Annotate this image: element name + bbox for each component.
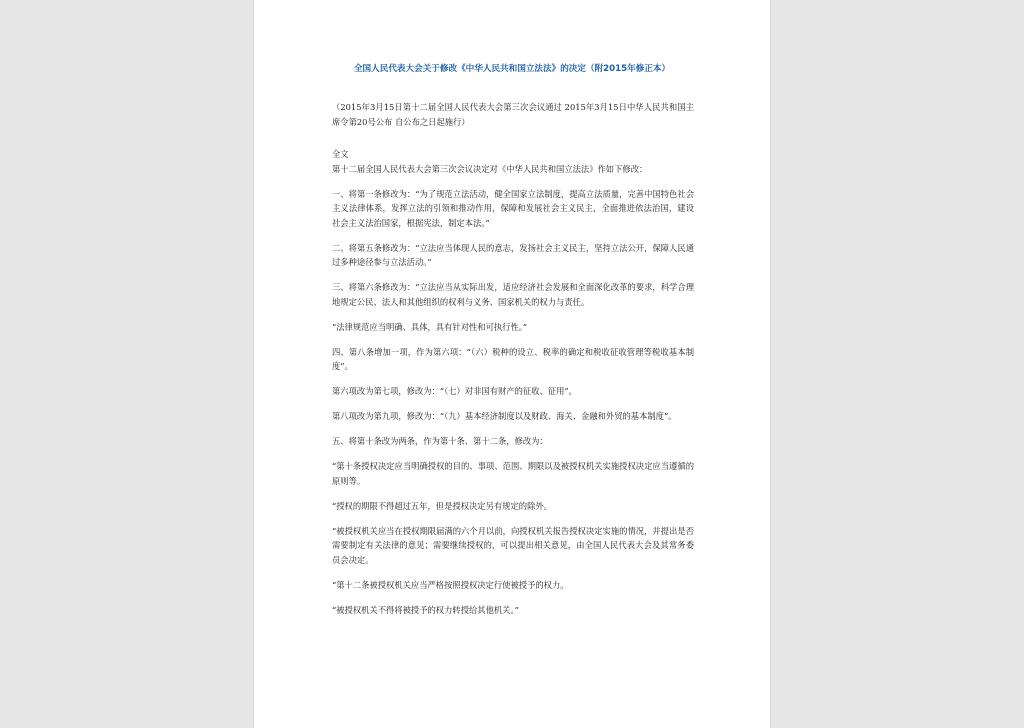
section-heading: 全文 xyxy=(332,149,349,159)
paragraph: 第六项改为第七项，修改为：“（七）对非国有财产的征收、征用”。 xyxy=(332,386,577,396)
paragraph: 二、将第五条修改为：“立法应当体现人民的意志，发扬社会主义民主，坚持立法公开，保障人民通过多种途径参与立法活动。” xyxy=(332,242,694,267)
paragraph: 三、将第六条修改为：“立法应当从实际出发，适应经济社会发展和全面深化改革的要求，科学合理地规定公民、法人和其他组织的权利与义务、国家机关的权力与责任。 xyxy=(332,282,694,307)
preface: （2015年3月15日第十二届全国人民代表大会第三次会议通过 2015年3月15日中华人民共和国主席令第20号公布 自公布之日起施行） xyxy=(332,102,694,127)
paragraph: “授权的期限不得超过五年，但是授权决定另有规定的除外。 xyxy=(332,500,552,511)
paragraph: “第十二条被授权机关应当严格按照授权决定行使被授予的权力。 xyxy=(332,579,569,590)
document-title: 全国人民代表大会关于修改《中华人民共和国立法法》的决定（附2015年修正本） xyxy=(353,64,671,74)
paragraph: 第十二届全国人民代表大会第三次会议决定对《中华人民共和国立法法》作如下修改： xyxy=(332,163,648,174)
paragraph: “第十条授权决定应当明确授权的目的、事项、范围、期限以及被授权机关实施授权决定应当遵循的原则等。 xyxy=(332,461,694,486)
paragraph: “被授权机关不得将被授予的权力转授给其他机关。” xyxy=(332,604,519,615)
paragraph: 四、第八条增加一项，作为第六项：“（六）税种的设立、税率的确定和税收征收管理等税收基本制度”。 xyxy=(332,346,694,371)
paragraph: 五、将第十条改为两条，作为第十条、第十二条，修改为： xyxy=(332,436,548,446)
document-body xyxy=(332,100,694,628)
paragraph: “被授权机关应当在授权期限届满的六个月以前，向授权机关报告授权决定实施的情况，并提出是否需要制定有关法律的意见；需要继续授权的，可以提出相关意见，由全国人民代表大会及其常务委员会决定。 xyxy=(332,525,694,565)
paragraph: 一、将第一条修改为：“为了规范立法活动，健全国家立法制度，提高立法质量，完善中国特色社会主义法律体系，发挥立法的引领和推动作用，保障和发展社会主义民主，全面推进依法治国，建设社会主义法治国家，根据宪法，制定本法。” xyxy=(332,188,694,228)
document-page xyxy=(254,0,770,728)
paragraph: 第八项改为第九项，修改为：“（九）基本经济制度以及财政、海关、金融和外贸的基本制度”。 xyxy=(332,411,677,421)
paragraph: “法律规范应当明确、具体，具有针对性和可执行性。” xyxy=(332,321,528,332)
